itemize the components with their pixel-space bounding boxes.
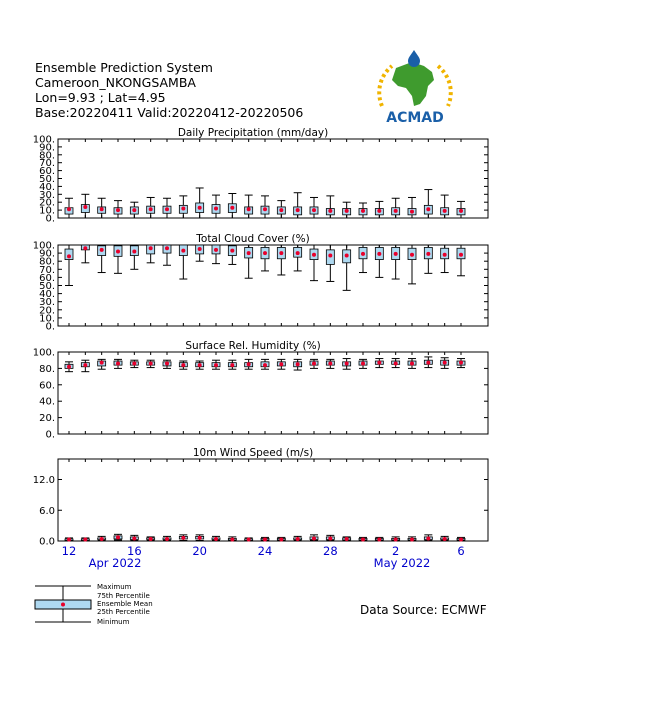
ytick-label-1-0: 0.	[45, 321, 55, 333]
xtick-label-2: 20	[192, 544, 207, 558]
panel-title-2: Surface Rel. Humidity (%)	[185, 340, 321, 352]
ytick-label-0-4: 40.	[39, 181, 55, 193]
logo-text: ACMAD	[386, 110, 444, 126]
xtick-label-1: 16	[127, 544, 142, 558]
ytick-label-1-9: 90.	[39, 248, 55, 260]
ytick-label-1-1: 10.	[39, 313, 55, 325]
ytick-label-0-10: 100.	[32, 134, 55, 146]
data-source: Data Source: ECMWF	[360, 603, 487, 617]
legend-mean: Ensemble Mean	[97, 600, 153, 608]
panel-title-3: 10m Wind Speed (m/s)	[192, 447, 314, 459]
ytick-label-2-2: 40.	[39, 396, 55, 408]
ytick-label-0-7: 70.	[39, 158, 55, 170]
legend-p75: 75th Percentile	[97, 592, 150, 600]
ytick-label-3-1: 6.0	[39, 505, 55, 517]
panel-title-0: Daily Precipitation (mm/day)	[177, 127, 329, 139]
xtick-label-6: 6	[457, 544, 465, 558]
title-line-4: Base:20220411 Valid:20220412-20220506	[35, 105, 304, 120]
legend-maximum: Maximum	[97, 583, 132, 591]
ytick-label-0-1: 10.	[39, 205, 55, 217]
ytick-label-1-6: 60.	[39, 272, 55, 284]
ytick-label-0-9: 90.	[39, 142, 55, 154]
xtick-label-3: 24	[257, 544, 273, 558]
title-line-3: Lon=9.93 ; Lat=4.95	[35, 90, 166, 105]
legend-minimum: Minimum	[97, 618, 130, 626]
month-label-may: May 2022	[373, 556, 431, 570]
panel-title-1: Total Cloud Cover (%)	[196, 233, 310, 245]
ytick-label-2-4: 80.	[39, 363, 55, 375]
ytick-label-2-5: 100.	[32, 347, 55, 359]
xtick-label-5: 2	[392, 544, 400, 558]
ytick-label-1-7: 70.	[39, 264, 55, 276]
month-label-apr: Apr 2022	[88, 556, 142, 570]
ytick-label-2-1: 20.	[39, 413, 55, 425]
title-line-1: Ensemble Prediction System	[35, 60, 213, 75]
ytick-label-1-5: 50.	[39, 281, 55, 292]
legend-mean-marker	[61, 603, 65, 607]
ytick-label-1-3: 30.	[39, 297, 55, 309]
ytick-label-1-8: 80.	[39, 256, 55, 268]
ytick-label-3-2: 12.0	[32, 475, 55, 486]
ytick-label-3-0: 0.0	[39, 536, 55, 548]
ytick-label-1-10: 100.	[32, 240, 55, 252]
ytick-label-0-5: 50.	[39, 174, 55, 185]
ytick-label-0-6: 60.	[39, 166, 55, 178]
ytick-label-0-0: 0.	[45, 213, 55, 225]
ytick-label-1-4: 40.	[39, 289, 55, 301]
ytick-label-0-2: 20.	[39, 197, 55, 209]
ytick-label-0-3: 30.	[39, 189, 55, 201]
legend-p25: 25th Percentile	[97, 608, 150, 616]
ytick-label-2-3: 60.	[39, 380, 55, 392]
ytick-label-2-0: 0.	[45, 429, 55, 441]
title-line-2: Cameroon_NKONGSAMBA	[35, 75, 196, 90]
ytick-label-1-2: 20.	[39, 305, 55, 317]
xtick-label-0: 12	[61, 544, 77, 558]
ytick-label-0-8: 80.	[39, 150, 55, 162]
xtick-label-4: 28	[323, 544, 338, 558]
